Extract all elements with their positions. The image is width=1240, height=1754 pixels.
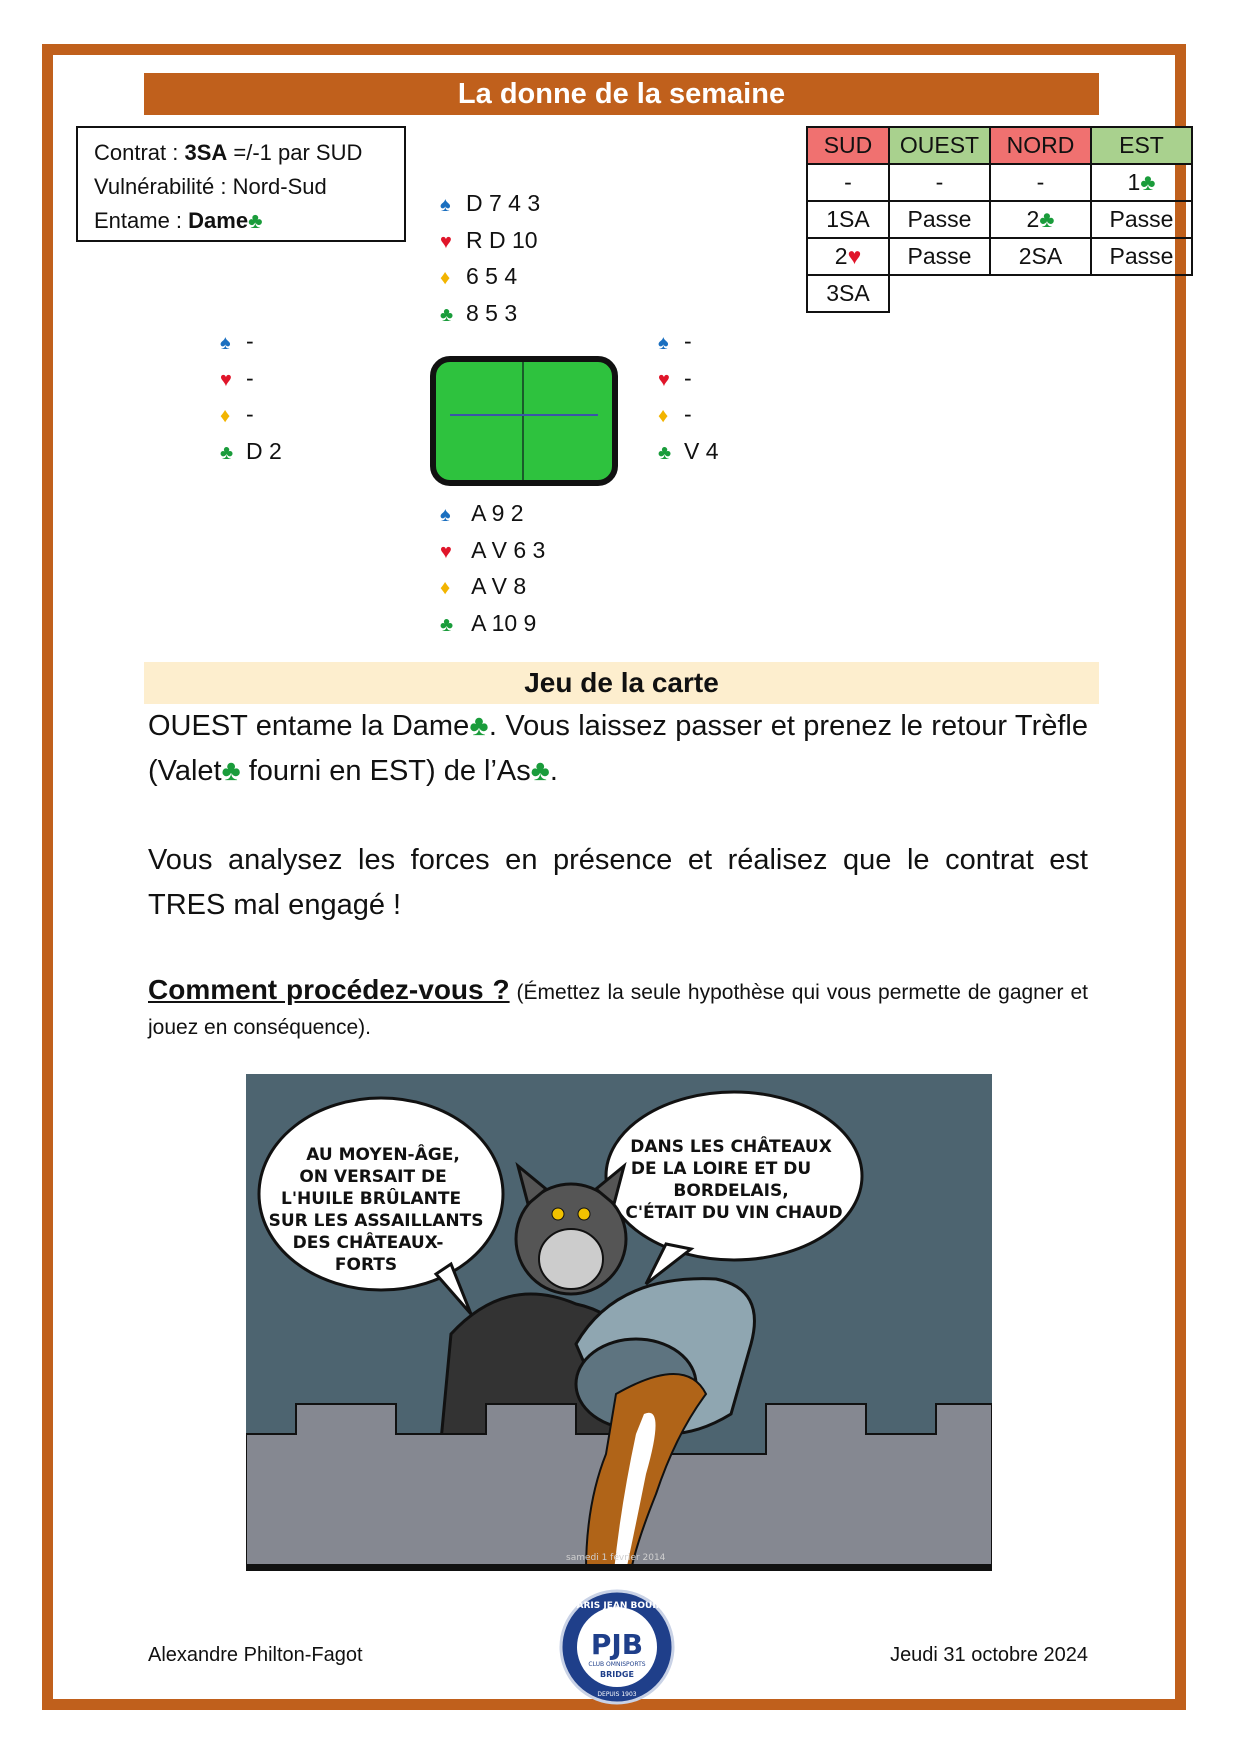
west-diamonds: - [246, 401, 254, 427]
bid-cell: 1SA [807, 201, 889, 238]
bubble-right-line: DANS LES CHÂTEAUX [630, 1137, 832, 1157]
bid-cell: Passe [1091, 201, 1192, 238]
diamond-icon: ♦ [220, 405, 231, 427]
question-title: Comment procédez-vous ? [148, 974, 510, 1005]
paragraph-analysis: Vous analysez les forces en présence et réalisez que le contrat est TRES mal engagé ! [148, 844, 1088, 921]
west-spades: - [246, 328, 254, 354]
club-icon: ♣ [221, 755, 241, 787]
south-hearts: A V 6 3 [471, 536, 546, 563]
bubble-right-line: C'ÉTAIT DU VIN CHAUD [625, 1203, 843, 1223]
east-hearts: - [684, 364, 692, 391]
bubble-left-line: L'HUILE BRÛLANTE [281, 1189, 462, 1209]
club-icon: ♣ [469, 710, 489, 742]
heart-icon: ♥ [440, 540, 452, 563]
bubble-left-line: AU MOYEN-ÂGE, [306, 1145, 460, 1165]
diamond-icon: ♦ [440, 577, 451, 599]
north-spades: D 7 4 3 [466, 190, 541, 216]
club-icon: ♣ [530, 755, 550, 787]
publication-date: Jeudi 31 octobre 2024 [890, 1644, 1088, 1666]
logo-top-text: PARIS JEAN BOUIN [570, 1601, 664, 1611]
svg-text:DEPUIS 1903: DEPUIS 1903 [597, 1691, 637, 1698]
south-diamonds: A V 8 [471, 573, 527, 599]
bid-cell: - [990, 164, 1091, 201]
club-icon: ♣ [220, 441, 234, 464]
west-clubs: D 2 [246, 437, 282, 464]
page-title: La donne de la semaine [144, 73, 1099, 115]
bid-cell: 1♣ [1091, 164, 1192, 201]
bid-cell: 2♥ [807, 238, 889, 275]
bid-cell: 2♣ [990, 201, 1091, 238]
west-hand [220, 324, 282, 470]
paragraph-lead: OUEST entame la Dame♣. Vous laissez passer et prenez le retour Trèfle (Valet♣ fourni en EST) de l’As♣. [148, 710, 1088, 787]
east-diamonds: - [684, 401, 692, 427]
bidding-table [806, 126, 1193, 313]
heart-icon: ♥ [658, 368, 670, 391]
lead-line: Entame : Dame♣ [94, 208, 263, 233]
diamond-icon: ♦ [440, 267, 451, 289]
author: Alexandre Philton-Fagot [148, 1644, 363, 1666]
spade-icon: ♠ [658, 332, 669, 354]
east-spades: - [684, 328, 692, 354]
bidding-row [807, 275, 1192, 312]
vulnerability-line: Vulnérabilité : Nord-Sud [94, 174, 327, 199]
header-est: EST [1091, 127, 1192, 164]
club-icon: ♣ [248, 208, 263, 233]
bridge-table [430, 356, 618, 486]
spade-icon: ♠ [440, 194, 451, 216]
south-hand [440, 496, 545, 642]
header-ouest: OUEST [889, 127, 990, 164]
club-icon: ♣ [1140, 169, 1156, 195]
bidding-header-row [807, 127, 1192, 164]
bidding-row [807, 238, 1192, 275]
cartoon-image [246, 1074, 992, 1571]
north-diamonds: 6 5 4 [466, 263, 518, 289]
header-sud: SUD [807, 127, 889, 164]
bidding-row [807, 164, 1192, 201]
club-icon: ♣ [440, 613, 454, 636]
bubble-left-line: FORTS [334, 1255, 398, 1275]
contract-box [76, 126, 406, 242]
club-logo [556, 1588, 678, 1706]
heart-icon: ♥ [220, 368, 232, 391]
table-divider [450, 414, 598, 416]
north-hearts: R D 10 [466, 226, 538, 253]
spade-icon: ♠ [220, 332, 231, 354]
heart-icon: ♥ [440, 230, 452, 253]
bid-cell: Passe [889, 238, 990, 275]
east-hand [658, 324, 719, 470]
bid-cell: 2SA [990, 238, 1091, 275]
logo-mark: PJB [590, 1628, 644, 1661]
bid-cell: Passe [1091, 238, 1192, 275]
heart-icon: ♥ [847, 243, 862, 269]
bubble-left-line: SUR LES ASSAILLANTS [268, 1211, 484, 1231]
bid-cell: - [889, 164, 990, 201]
question-block [148, 972, 1088, 1045]
south-spades: A 9 2 [471, 500, 524, 526]
header-nord: NORD [990, 127, 1091, 164]
club-icon: ♣ [440, 303, 454, 326]
bubble-left-line: ON VERSAIT DE [299, 1167, 447, 1187]
svg-text:BRIDGE: BRIDGE [600, 1670, 634, 1679]
east-clubs: V 4 [684, 437, 719, 464]
bid-cell: Passe [889, 201, 990, 238]
west-hearts: - [246, 364, 254, 391]
south-clubs: A 10 9 [471, 609, 537, 636]
section-title: Jeu de la carte [144, 662, 1099, 704]
diamond-icon: ♦ [658, 405, 669, 427]
contract-line: Contrat : 3SA =/-1 par SUD [94, 140, 363, 165]
contract-value: 3SA [184, 140, 228, 165]
bid-cell: - [807, 164, 889, 201]
question-note: (Émettez la seule hypothèse qui vous permette de gagner et jouez en conséquence). [148, 981, 1088, 1039]
club-icon: ♣ [658, 441, 672, 464]
bubble-right-line: DE LA LOIRE ET DU [630, 1159, 812, 1179]
spade-icon: ♠ [440, 504, 451, 526]
table-divider [522, 362, 524, 480]
north-hand [440, 186, 540, 332]
club-icon: ♣ [1039, 206, 1055, 232]
svg-text:CLUB OMNISPORTS: CLUB OMNISPORTS [588, 1661, 646, 1668]
bid-cell: 3SA [807, 275, 889, 312]
bubble-left-line: DES CHÂTEAUX- [292, 1233, 444, 1253]
bubble-right-line: BORDELAIS, [673, 1181, 789, 1201]
north-clubs: 8 5 3 [466, 299, 518, 326]
bidding-row [807, 201, 1192, 238]
date-stamp: samedi 1 février 2014 [566, 1553, 666, 1563]
